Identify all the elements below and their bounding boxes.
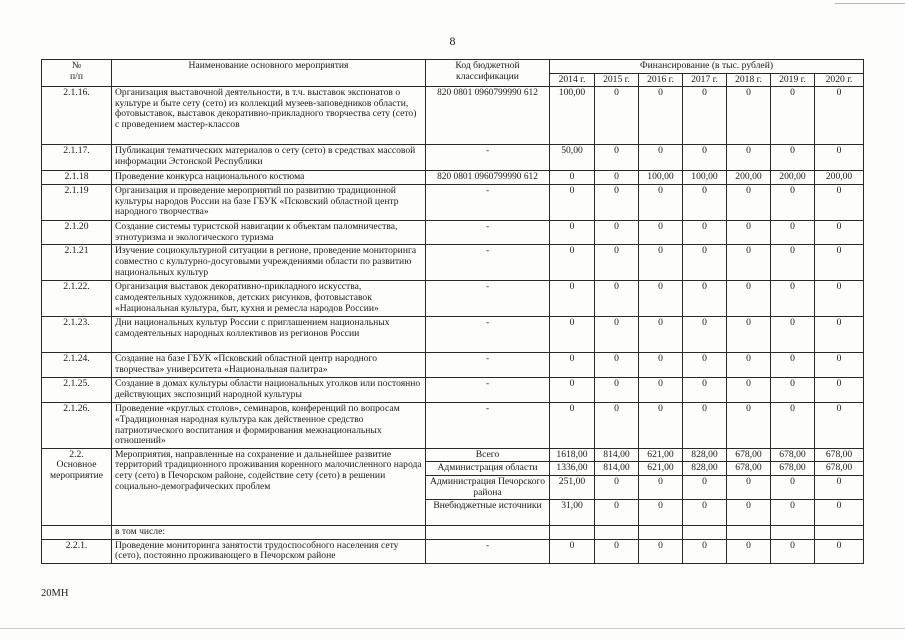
funding-source-value: 1618,00 — [550, 448, 595, 462]
row-value: 100,00 — [683, 171, 727, 185]
funding-source-value: 0 — [727, 500, 771, 526]
main-event-name: Мероприятия, направленные на сохранение и дальнейшее развитие территорий традиционного проживания коренного малочисленного народа сету (сето) в Печорском районе, содействие сету (сето) в решении социально-демографических проблем — [112, 448, 426, 525]
row-event-name: Проведение мониторинга занятости трудоспособного населения сету (сето), постоянно проживающего в Печорском районе — [112, 539, 426, 563]
row-value: 0 — [595, 403, 639, 448]
funding-source-value: 0 — [771, 475, 815, 499]
row-value: 0 — [550, 353, 595, 378]
row-value: 0 — [639, 87, 683, 145]
row-event-name: Создание в домах культуры области национальных уголков или постоянно действующих экспозиций народной культуры — [112, 378, 426, 403]
row-value: 0 — [550, 245, 595, 281]
row-value: 0 — [683, 245, 727, 281]
row-value: 0 — [683, 353, 727, 378]
row-value: 0 — [550, 281, 595, 317]
page-number: 8 — [449, 34, 456, 48]
funding-source-value: 0 — [595, 500, 639, 526]
funding-source-value: 251,00 — [550, 475, 595, 499]
row-budget-code: - — [426, 317, 550, 353]
row-number: 2.1.20 — [42, 221, 112, 245]
row-value: 0 — [771, 145, 815, 171]
header-code: Код бюджетной классификации — [426, 60, 550, 87]
row-event-name: Организация выставочной деятельности, в т.ч. выставок экспонатов о культуре и быте сету (сето) из коллекций музеев-заповедников области, фотовыставок, выставок декоративно-прикладного творчества сету (сето) с проведением мастер-классов — [112, 87, 426, 145]
row-value: 0 — [550, 317, 595, 353]
row-budget-code: - — [426, 221, 550, 245]
row-event-name: Проведение «круглых столов», семинаров, конференций по вопросам «Традиционная народная культура как действенное средство патриотического воспитания и формирования межнациональных отношений» — [112, 403, 426, 448]
row-value: 0 — [683, 185, 727, 221]
row-value: 0 — [815, 281, 864, 317]
row-budget-code: - — [426, 145, 550, 171]
row-value: 0 — [595, 171, 639, 185]
table-row — [42, 353, 864, 378]
table-row — [42, 87, 864, 145]
row-value: 0 — [727, 221, 771, 245]
row-value: 0 — [595, 353, 639, 378]
row-value: 0 — [727, 317, 771, 353]
funding-source-value: 678,00 — [815, 448, 864, 462]
header-year: 2016 г. — [639, 73, 683, 87]
row-value: 0 — [550, 185, 595, 221]
row-value: 0 — [815, 353, 864, 378]
including-code-empty — [426, 526, 550, 540]
row-number: 2.1.18 — [42, 171, 112, 185]
row-value: 0 — [815, 245, 864, 281]
including-value-empty — [639, 526, 683, 540]
row-value: 0 — [683, 403, 727, 448]
row-value: 0 — [771, 353, 815, 378]
table-row — [42, 403, 864, 448]
header-year: 2019 г. — [771, 73, 815, 87]
row-value: 0 — [595, 145, 639, 171]
header-year: 2020 г. — [815, 73, 864, 87]
row-value: 0 — [727, 245, 771, 281]
row-value: 0 — [639, 317, 683, 353]
row-value: 0 — [771, 403, 815, 448]
header-year: 2017 г. — [683, 73, 727, 87]
row-event-name: Организация и проведение мероприятий по развитию традиционной культуры народов России на базе ГБУК «Псковский областной центр народного творчества» — [112, 185, 426, 221]
funding-source-value: 0 — [815, 475, 864, 499]
financing-table — [41, 59, 864, 564]
including-label: в том числе: — [112, 526, 426, 540]
row-value: 0 — [550, 221, 595, 245]
row-number: 2.1.21 — [42, 245, 112, 281]
row-budget-code: - — [426, 539, 550, 563]
table-row — [42, 171, 864, 185]
funding-source-value: 0 — [815, 500, 864, 526]
row-budget-code: - — [426, 281, 550, 317]
row-value: 0 — [595, 185, 639, 221]
funding-source-value: 621,00 — [639, 448, 683, 462]
funding-source-value: 828,00 — [683, 448, 727, 462]
row-value: 0 — [595, 539, 639, 563]
including-value-empty — [771, 526, 815, 540]
row-budget-code: - — [426, 353, 550, 378]
row-value: 100,00 — [550, 87, 595, 145]
row-value: 50,00 — [550, 145, 595, 171]
funding-source-value: 828,00 — [683, 462, 727, 476]
including-value-empty — [683, 526, 727, 540]
funding-source-value: 678,00 — [815, 462, 864, 476]
table-row — [42, 539, 864, 563]
funding-source-value: 0 — [771, 500, 815, 526]
row-value: 0 — [771, 317, 815, 353]
funding-source-value: 1336,00 — [550, 462, 595, 476]
row-value: 0 — [595, 317, 639, 353]
row-value: 0 — [639, 353, 683, 378]
row-value: 0 — [771, 221, 815, 245]
row-value: 0 — [727, 87, 771, 145]
row-value: 0 — [727, 378, 771, 403]
funding-source-value: 678,00 — [727, 462, 771, 476]
row-number: 2.1.25. — [42, 378, 112, 403]
row-value: 0 — [639, 245, 683, 281]
table-row — [42, 145, 864, 171]
funding-source-value: 621,00 — [639, 462, 683, 476]
row-value: 200,00 — [771, 171, 815, 185]
row-budget-code: - — [426, 245, 550, 281]
row-event-name: Организация выставок декоративно-прикладного искусства, самодеятельных художников, детских рисунков, фотовыставок «Национальная культура, быт, кухня и ремесла народов России» — [112, 281, 426, 317]
row-value: 200,00 — [815, 171, 864, 185]
funding-source-value: 0 — [683, 475, 727, 499]
row-event-name: Создание системы туристской навигации к объектам паломничества, этнотуризма и экологического туризма — [112, 221, 426, 245]
row-budget-code: - — [426, 378, 550, 403]
including-value-empty — [550, 526, 595, 540]
row-value: 0 — [771, 185, 815, 221]
footer-code: 20МН — [41, 588, 69, 599]
row-value: 0 — [771, 245, 815, 281]
row-value: 0 — [639, 539, 683, 563]
header-year: 2018 г. — [727, 73, 771, 87]
row-event-name: Дни национальных культур России с приглашением национальных самодеятельных народных коллективов из регионов России — [112, 317, 426, 353]
row-value: 0 — [727, 281, 771, 317]
row-value: 0 — [815, 185, 864, 221]
row-value: 0 — [771, 539, 815, 563]
including-row — [42, 526, 864, 540]
table-row — [42, 185, 864, 221]
funding-source-label: Администрация Печорского района — [426, 475, 550, 499]
funding-source-value: 678,00 — [771, 462, 815, 476]
row-budget-code: 820 0801 0960799990 612 — [426, 171, 550, 185]
row-value: 0 — [550, 171, 595, 185]
scan-artifact-bottom — [0, 628, 905, 629]
table-row — [42, 281, 864, 317]
row-value: 0 — [815, 378, 864, 403]
row-value: 0 — [815, 145, 864, 171]
funding-source-value: 678,00 — [727, 448, 771, 462]
funding-source-value: 0 — [683, 500, 727, 526]
row-event-name: Изучение социокультурной ситуации в регионе, проведение мониторинга совместно с культурно-досуговыми учреждениями области по развитию национальных культур — [112, 245, 426, 281]
funding-source-value: 814,00 — [595, 448, 639, 462]
row-value: 0 — [771, 378, 815, 403]
main-event-number: 2.2. Основное мероприятие — [42, 448, 112, 525]
row-budget-code: - — [426, 185, 550, 221]
row-value: 0 — [683, 145, 727, 171]
row-number: 2.1.16. — [42, 87, 112, 145]
funding-source-value: 0 — [639, 475, 683, 499]
row-event-name: Создание на базе ГБУК «Псковский областной центр народного творчества» университета «Национальная палитра» — [112, 353, 426, 378]
row-value: 0 — [595, 281, 639, 317]
row-budget-code: - — [426, 403, 550, 448]
row-value: 0 — [639, 221, 683, 245]
funding-source-value: 31,00 — [550, 500, 595, 526]
row-value: 200,00 — [727, 171, 771, 185]
row-value: 0 — [683, 221, 727, 245]
row-value: 0 — [771, 281, 815, 317]
table-row — [42, 245, 864, 281]
row-number: 2.1.26. — [42, 403, 112, 448]
row-value: 0 — [683, 539, 727, 563]
including-value-empty — [727, 526, 771, 540]
row-value: 0 — [639, 145, 683, 171]
scan-artifact-top — [835, 3, 905, 4]
row-value: 0 — [639, 281, 683, 317]
row-value: 0 — [639, 403, 683, 448]
document-table-container — [41, 59, 863, 564]
funding-source-value: 0 — [639, 500, 683, 526]
row-value: 0 — [683, 378, 727, 403]
header-year: 2015 г. — [595, 73, 639, 87]
main-event-row — [42, 448, 864, 462]
row-value: 0 — [595, 378, 639, 403]
row-value: 0 — [727, 403, 771, 448]
row-number: 2.1.17. — [42, 145, 112, 171]
row-value: 0 — [727, 539, 771, 563]
header-financing: Финансирование (в тыс. рублей) — [550, 60, 864, 74]
row-value: 0 — [815, 403, 864, 448]
row-value: 0 — [815, 221, 864, 245]
header-name: Наименование основного мероприятия — [112, 60, 426, 87]
funding-source-value: 0 — [595, 475, 639, 499]
row-value: 0 — [727, 353, 771, 378]
row-value: 0 — [595, 221, 639, 245]
row-event-name: Проведение конкурса национального костюма — [112, 171, 426, 185]
row-value: 0 — [815, 87, 864, 145]
row-value: 0 — [683, 87, 727, 145]
row-value: 0 — [727, 145, 771, 171]
header-num: № п/п — [42, 60, 112, 87]
header-year: 2014 г. — [550, 73, 595, 87]
row-value: 0 — [771, 87, 815, 145]
row-value: 0 — [815, 539, 864, 563]
row-event-name: Публикация тематических материалов о сету (сето) в средствах массовой информации Эстонской Республики — [112, 145, 426, 171]
row-value: 100,00 — [639, 171, 683, 185]
funding-source-value: 0 — [727, 475, 771, 499]
table-row — [42, 221, 864, 245]
row-value: 0 — [683, 281, 727, 317]
including-value-empty — [595, 526, 639, 540]
row-value: 0 — [550, 539, 595, 563]
row-value: 0 — [683, 317, 727, 353]
row-number: 2.1.19 — [42, 185, 112, 221]
row-value: 0 — [595, 87, 639, 145]
funding-source-label: Внебюджетные источники — [426, 500, 550, 526]
row-value: 0 — [639, 378, 683, 403]
row-value: 0 — [639, 185, 683, 221]
row-number: 2.2.1. — [42, 539, 112, 563]
including-value-empty — [815, 526, 864, 540]
row-value: 0 — [550, 378, 595, 403]
row-value: 0 — [727, 185, 771, 221]
row-number: 2.1.24. — [42, 353, 112, 378]
row-value: 0 — [815, 317, 864, 353]
funding-source-value: 814,00 — [595, 462, 639, 476]
row-value: 0 — [595, 245, 639, 281]
funding-source-value: 678,00 — [771, 448, 815, 462]
including-num-empty — [42, 526, 112, 540]
row-budget-code: 820 0801 0960799990 612 — [426, 87, 550, 145]
table-row — [42, 378, 864, 403]
row-number: 2.1.23. — [42, 317, 112, 353]
table-row — [42, 317, 864, 353]
funding-source-label: Администрация области — [426, 462, 550, 476]
row-value: 0 — [550, 403, 595, 448]
row-number: 2.1.22. — [42, 281, 112, 317]
funding-source-label: Всего — [426, 448, 550, 462]
